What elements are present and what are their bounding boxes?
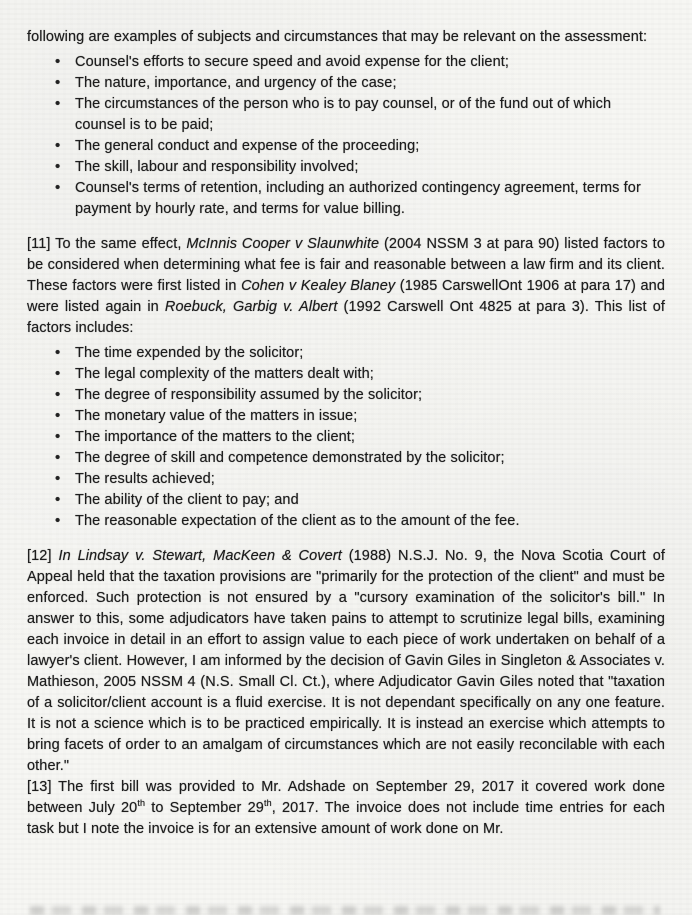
assessment-factors-list [27, 52, 665, 220]
list-item: • The skill, labour and responsibility involved; [55, 157, 665, 178]
paragraph-11: [11] To the same effect, McInnis Cooper v Slaunwhite (2004 NSSM 3 at para 90) listed factors to be considered when determining what fee is fair and reasonable between a law firm and its client. These factors were first listed in Cohen v Kealey Blaney (1985 CarswellOnt 1906 at para 17) and were listed again in Roebuck, Garbig v. Albert (1992 Carswell Ont 4825 at para 3). This list of factors includes: [27, 236, 666, 336]
list-item: • The ability of the client to pay; and [55, 490, 665, 511]
list-item: • The importance of the matters to the client; [55, 427, 665, 448]
intro-paragraph: following are examples of subjects and circumstances that may be relevant on the assessment: [27, 29, 648, 45]
paragraph-13: [13] The first bill was provided to Mr. Adshade on September 29, 2017 it covered work done between July 20th to September 29th, 2017. The invoice does not include time entries for each task but I note the invoice is for an extensive amount of work done on Mr. [27, 779, 665, 837]
paragraph-12: [12] In Lindsay v. Stewart, MacKeen & Covert (1988) N.S.J. No. 9, the Nova Scotia Court of Appeal held that the taxation provisions are "primarily for the protection of the client" and must be enforced. Such protection is not ensured by a "cursory examination of the solicitor's bill." In answer to this, some adjudicators have taken pains to attempt to scrutinize legal bills, examining each invoice in detail in an effort to assign value to each piece of work undertaken on behalf of a lawyer's client. However, I am informed by the decision of Gavin Giles in Singleton & Associates v. Mathieson, 2005 NSSM 4 (N.S. Small Cl. Ct.), where Adjudicator Gavin Giles noted that "taxation of a solicitor/client account is a fluid exercise. It is not dependant specifically on any one feature. It is not a science which is to be practiced empirically. It is instead an exercise which attempts to bring facets of order to an amalgam of circumstances which are not easily reconcilable with each other." [27, 548, 666, 774]
list-item: • Counsel's terms of retention, including an authorized contingency agreement, terms for payment by hourly rate, and terms for value billing. [55, 178, 665, 220]
list-item: • The general conduct and expense of the proceeding; [55, 136, 665, 157]
list-item: • The degree of skill and competence demonstrated by the solicitor; [55, 448, 665, 469]
list-item: • The nature, importance, and urgency of the case; [55, 73, 665, 94]
list-item: • Counsel's efforts to secure speed and avoid expense for the client; [55, 52, 665, 73]
list-item: • The results achieved; [55, 469, 665, 490]
list-item: • The legal complexity of the matters dealt with; [55, 364, 665, 385]
list-item: • The degree of responsibility assumed by the solicitor; [55, 385, 665, 406]
list-item: • The circumstances of the person who is to pay counsel, or of the fund out of which counsel is to be paid; [55, 94, 665, 136]
scan-bleed-artifact [30, 906, 660, 915]
list-item: • The reasonable expectation of the client as to the amount of the fee. [55, 511, 665, 532]
fee-factors-list [27, 343, 665, 532]
list-item: • The monetary value of the matters in issue; [55, 406, 665, 427]
list-item: • The time expended by the solicitor; [55, 343, 665, 364]
